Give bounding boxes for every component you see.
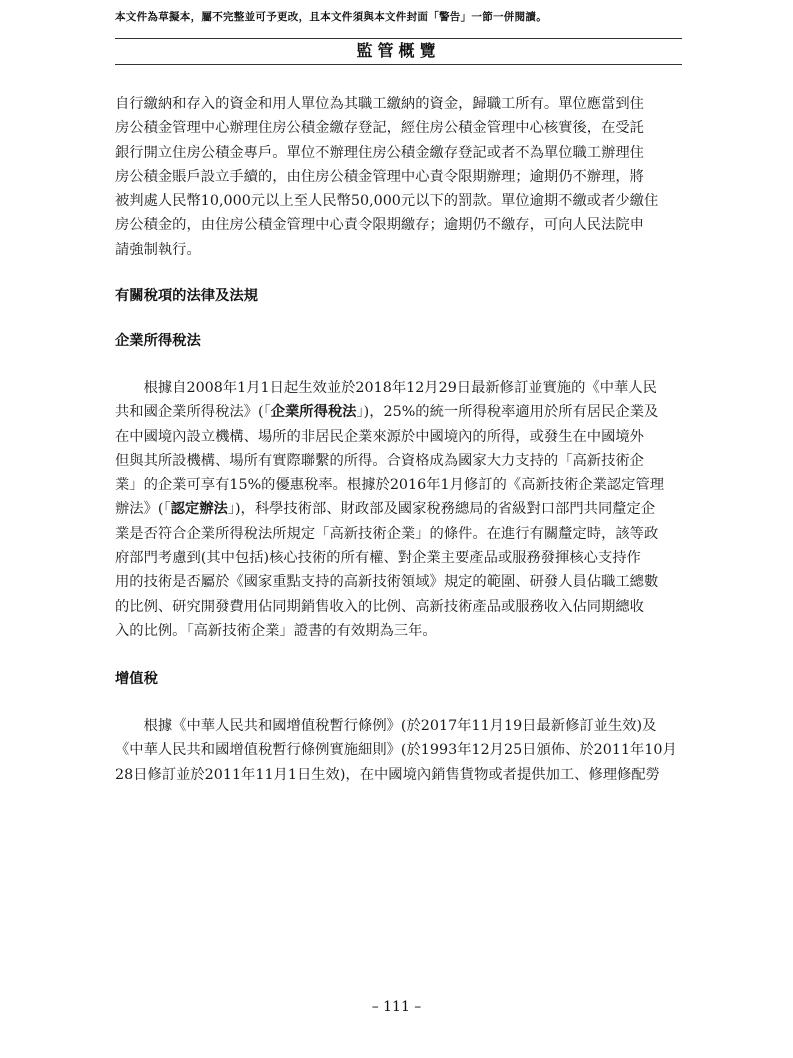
draft-warning-notice: 本文件為草擬本，屬不完整並可予更改，且本文件須與本文件封面「警告」一節一併閱讀。 bbox=[115, 11, 547, 23]
tax-laws-heading: 有關稅項的法律及法規 bbox=[115, 288, 258, 304]
paragraph-line: 被判處人民幣10,000元以上至人民幣50,000元以下的罰款。單位逾期不繳或者少繳住 bbox=[115, 193, 659, 210]
paragraph-line: 業」的企業可享有15%的優惠稅率。根據於2016年1月修訂的《高新技術企業認定管理 bbox=[115, 477, 665, 494]
section-title: 監管概覽 bbox=[356, 41, 441, 60]
paragraph-line bbox=[115, 400, 682, 424]
vat-heading: 增值稅 bbox=[115, 671, 158, 687]
paragraph-line: 但與其所設機構、場所有實際聯繫的所得。合資格成為國家大力支持的「高新技術企 bbox=[115, 452, 644, 469]
text-run: 辦法》(「 bbox=[115, 501, 171, 518]
text-run: 共和國企業所得稅法》(「 bbox=[115, 404, 271, 421]
eit-paragraph bbox=[115, 376, 682, 643]
paragraph-line: 在中國境內設立機構、場所的非居民企業來源於中國境內的所得，或發生在中國境外 bbox=[115, 428, 644, 445]
paragraph-line bbox=[115, 497, 682, 521]
paragraph-line: 根據自2008年1月1日起生效並於2018年12月29日最新修訂並實施的《中華人民 bbox=[115, 380, 657, 396]
paragraph-line: 請強制執行。 bbox=[115, 241, 201, 258]
paragraph-line: 府部門考慮到(其中包括)核心技術的所有權、對企業主要產品或服務發揮核心支持作 bbox=[115, 550, 641, 567]
housing-fund-paragraph bbox=[115, 92, 682, 262]
paragraph-line: 房公積金賬戶設立手續的，由住房公積金管理中心責令限期辦理；逾期仍不辦理，將 bbox=[115, 168, 644, 185]
header-top-rule bbox=[115, 38, 682, 39]
paragraph-line: 自行繳納和存入的資金和用人單位為其職工繳納的資金，歸職工所有。單位應當到住 bbox=[115, 96, 644, 112]
paragraph-line: 的比例、研究開發費用佔同期銷售收入的比例、高新技術產品或服務收入佔同期總收 bbox=[115, 598, 644, 615]
page-number: – 111 – bbox=[371, 999, 422, 1015]
paragraph-line: 用的技術是否屬於《國家重點支持的高新技術領域》規定的範圍、研發人員佔職工總數 bbox=[115, 574, 659, 591]
paragraph-line: 房公積金管理中心辦理住房公積金繳存登記，經住房公積金管理中心核實後，在受託 bbox=[115, 120, 644, 137]
text-run: 」)，25%的統一所得稅率適用於所有居民企業及 bbox=[356, 404, 659, 421]
paragraph-line: 根據《中華人民共和國增值稅暫行條例》(於2017年11月19日最新修訂並生效)及 bbox=[115, 718, 657, 734]
text-run: 」)，科學技術部、財政部及國家稅務總局的省級對口部門共同釐定企 bbox=[227, 501, 656, 518]
paragraph-line: 《中華人民共和國增值稅暫行條例實施細則》(於1993年12月25日頒佈、於2011年10月 bbox=[115, 742, 677, 759]
defined-term-measures: 認定辦法 bbox=[170, 501, 228, 518]
defined-term-eit-law: 企業所得稅法 bbox=[270, 404, 357, 421]
paragraph-line: 入的比例。「高新技術企業」證書的有效期為三年。 bbox=[115, 622, 437, 639]
paragraph-line: 銀行開立住房公積金專戶。單位不辦理住房公積金繳存登記或者不為單位職工辦理住 bbox=[115, 144, 644, 161]
paragraph-line: 房公積金的，由住房公積金管理中心責令限期繳存；逾期仍不繳存，可向人民法院申 bbox=[115, 217, 644, 234]
paragraph-line: 28日修訂並於2011年11月1日生效)，在中國境內銷售貨物或者提供加工、修理修配勞 bbox=[115, 766, 660, 783]
header-bottom-rule bbox=[115, 64, 682, 65]
paragraph-line: 業是否符合企業所得稅法所規定「高新技術企業」的條件。在進行有關釐定時，該等政 bbox=[115, 525, 659, 542]
vat-paragraph bbox=[115, 714, 682, 787]
eit-heading: 企業所得稅法 bbox=[115, 333, 201, 349]
